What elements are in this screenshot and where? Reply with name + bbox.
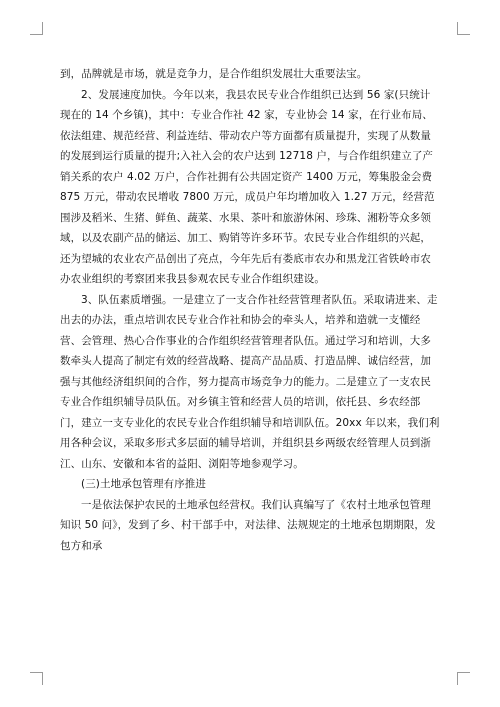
crop-mark-bottom-left [30, 672, 43, 685]
section-heading-land-contract: (三)土地承包管理有序推进 [81, 478, 206, 490]
crop-mark-top-right [457, 22, 470, 35]
crop-mark-top-left [30, 22, 43, 35]
document-body [60, 64, 440, 556]
paragraph-continuation: 到，品牌就是市场，就是竞争力，是合作组织发展壮大重要法宝。 [60, 68, 368, 80]
crop-mark-bottom-right [457, 672, 470, 685]
paragraph-land-rights: 一是依法保护农民的土地承包经营权。我们认真编写了《农村土地承包管理知识 50 问》，发到了乡、村干部手中，对法律、法规规定的土地承包期期限，发包方和承 [60, 498, 436, 552]
paragraph-team-quality: 3、队伍素质增强。一是建立了一支合作社经营管理者队伍。采取请进来、走出去的办法，重点培训农民专业合作社和协会的牵头人，培养和造就一支懂经营、会管理、热心合作事业的合作组织经营管理者队伍。通过学习和培训，大多数牵头人提高了制定有效的经营战略、提高产品品质、打造品牌、诚信经营，加强与其他经济组织间的合作，努力提高市场竞争力的能力。二是建立了一支农民专业合作组织辅导员队伍。对乡镇主管和经营人员的培训，依托县、乡农经部门，建立一支专业化的农民专业合作组织辅导和培训队伍。20xx 年以来，我们利用各种会议，采取多形式多层面的辅导培训，并组织县乡两级农经管理人员到浙江、山东、安徽和本省的益阳、浏阳等地参观学习。 [60, 293, 440, 470]
paragraph-development-speed: 2、发展速度加快。今年以来，我县农民专业合作组织已达到 56 家(只统计现在的 14 个乡镇)，其中：专业合作社 42 家，专业协会 14 家，在行业布局、依法组建、规范经营、利益连结、带动农户等方面都有质量提升，实现了从数量的发展到运行质量的提升;入社入会的农户达到 12718 户，与合作组织建立了产销关系的农户 4.02 万户，合作社拥有公共固定资产 1400 万元，筹集股金会费 875 万元，带动农民增收 7800 万元，成员户年均增加收入 1.27 万元，经营范围涉及稻米、生猪、鲜鱼、蔬菜、水果、茶叶和旅游休闲、珍珠、湘粉等众多领域，以及农副产品的储运、加工、购销等许多环节。农民专业合作组织的兴起，还为望城的农业农产品创出了亮点，今年先后有娄底市农办和黑龙江省铁岭市农办农业组织的考察团来我县参观农民专业合作组织建设。 [60, 88, 435, 285]
